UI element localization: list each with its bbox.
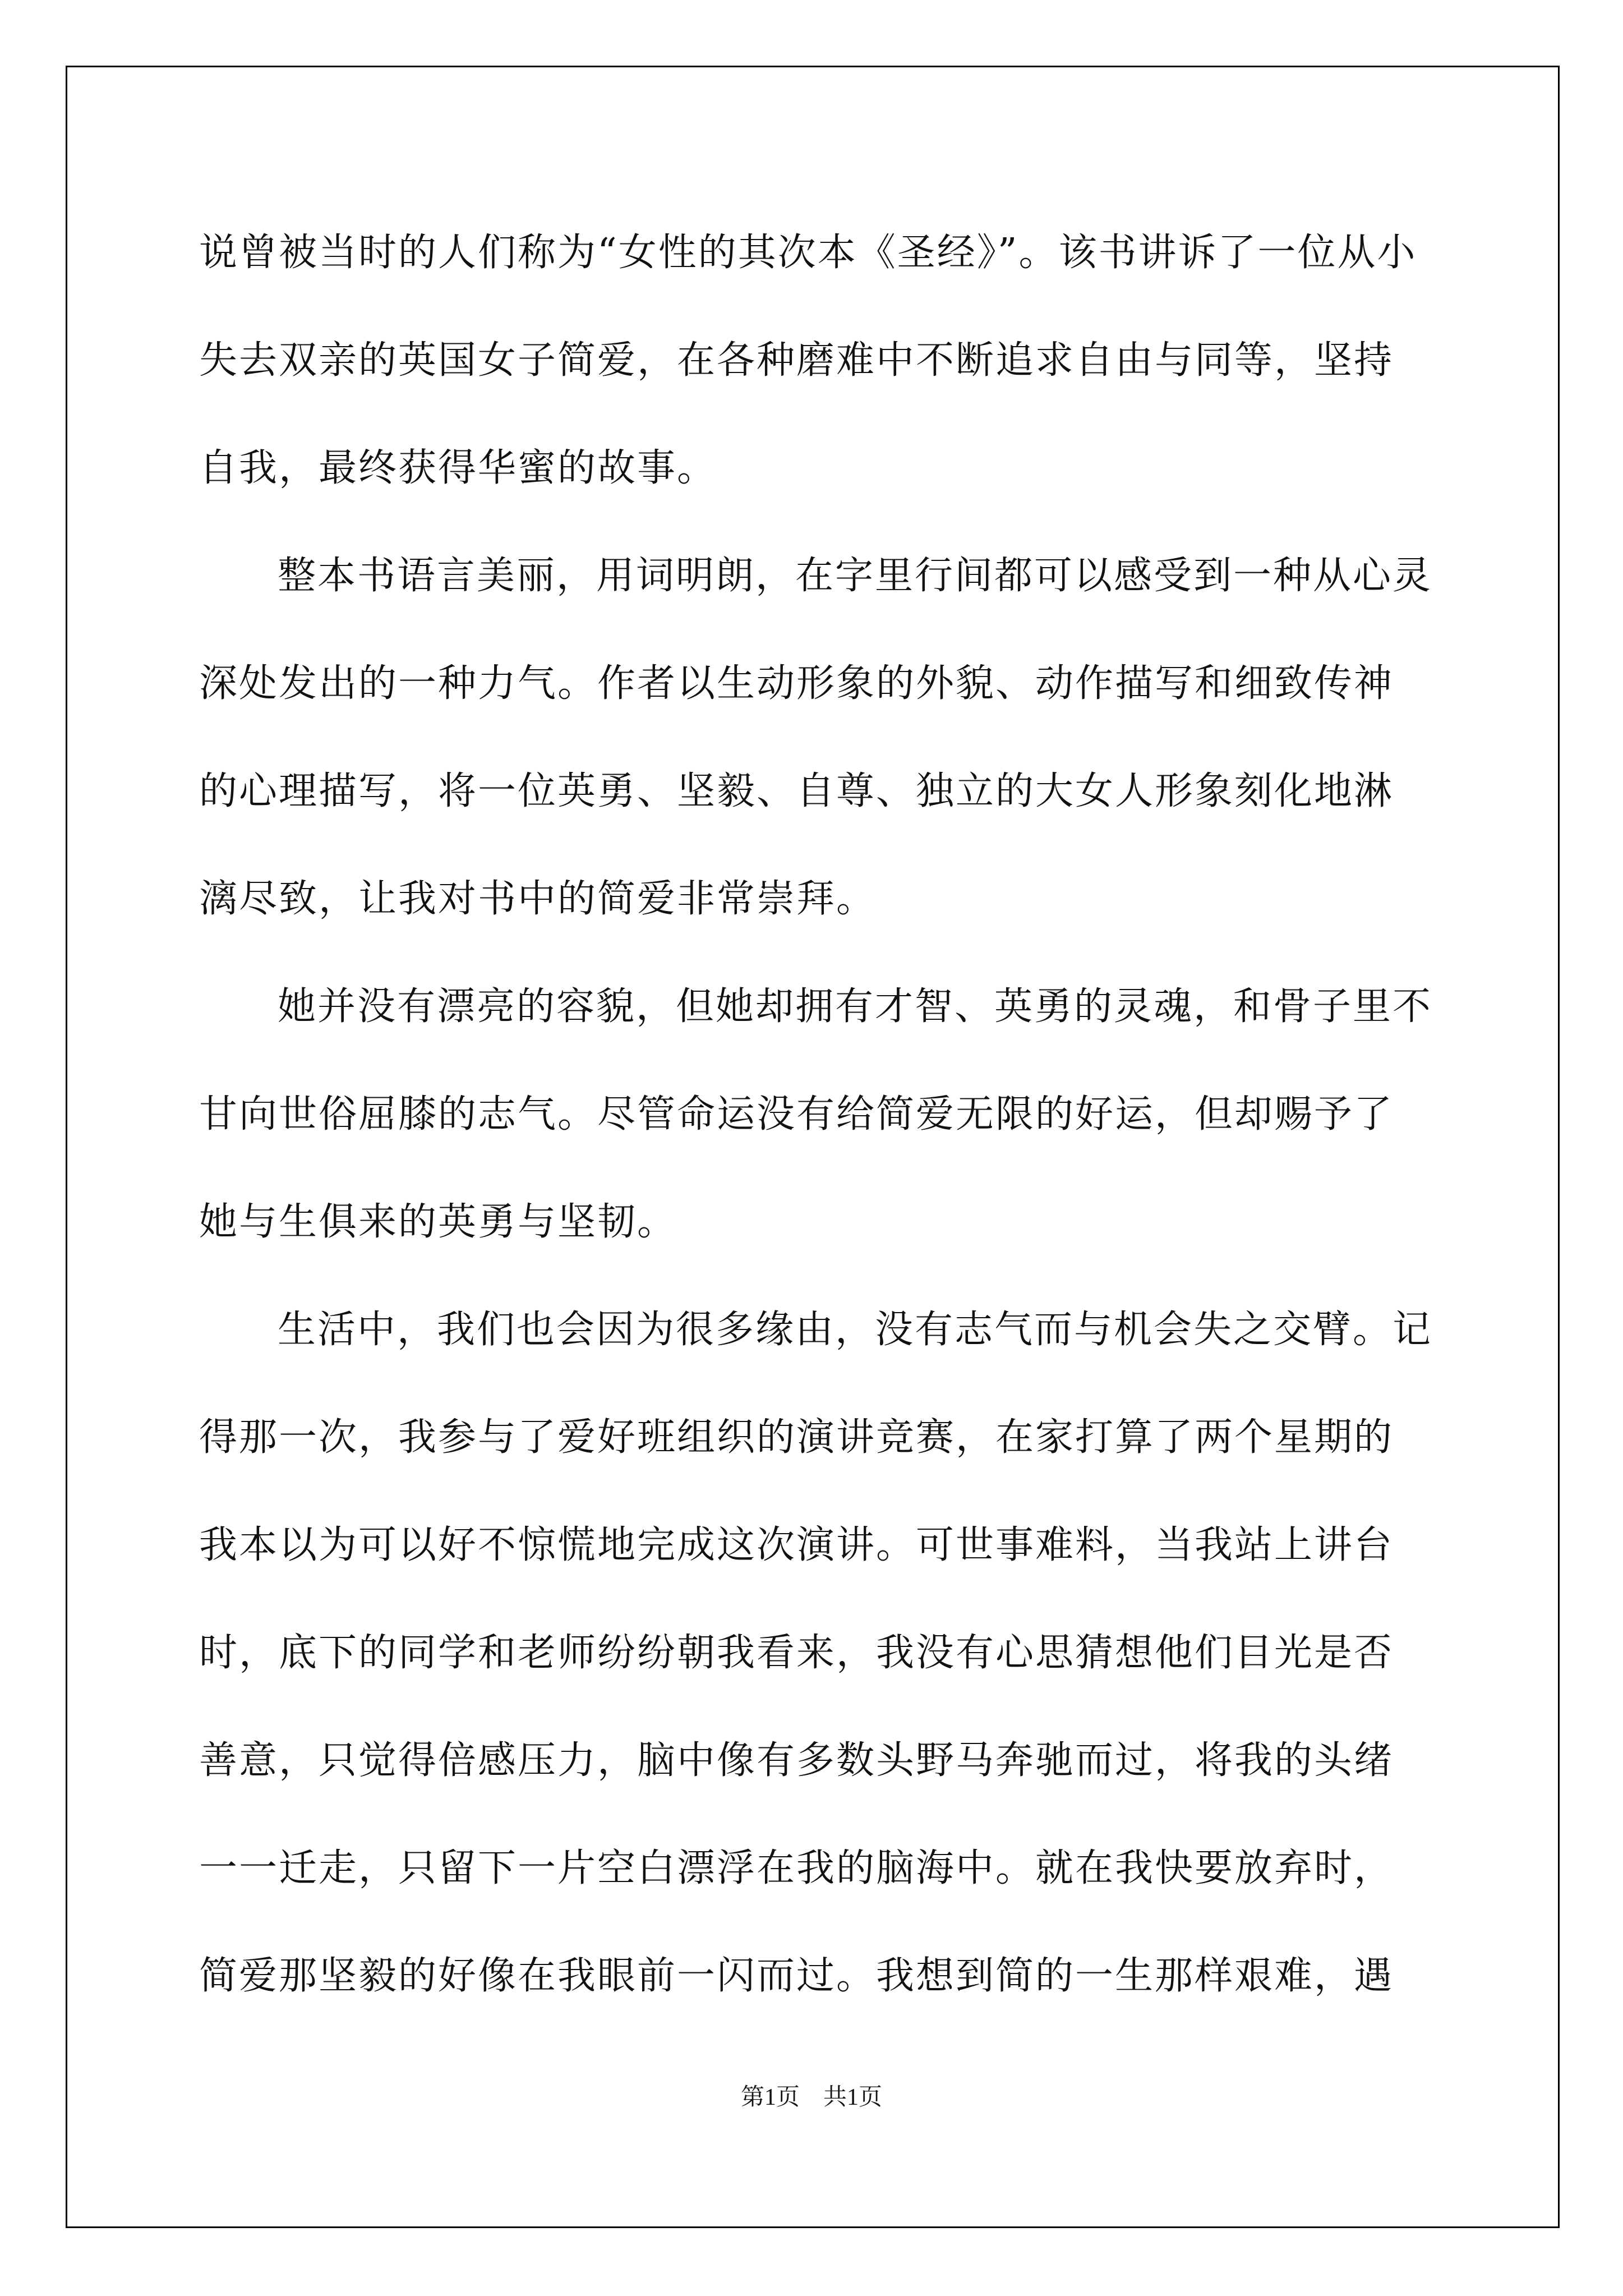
page-footer: 第1页 共1页: [740, 2085, 882, 2110]
document-body: [199, 199, 1433, 2030]
paragraph-4: 生活中，我们也会因为很多缘由，没有志气而与机会失之交臂。记得那一次，我参与了爱好班组织的演讲竞赛，在家打算了两个星期的我本以为可以好不惊慌地完成这次演讲。可世事难料，当我站上讲台时，底下的同学和老师纷纷朝我看来，我没有心思猜想他们目光是否善意，只觉得倍感压力，脑中像有多数头野马奔驰而过，将我的头绪一一迁走，只留下一片空白漂浮在我的脑海中。就在我快要放弃时，简爱那坚毅的好像在我眼前一闪而过。我想到简的一生那样艰难，遇: [199, 1308, 1433, 1998]
paragraph-1: 说曾被当时的人们称为“女性的其次本《圣经》”。该书讲诉了一位从小失去双亲的英国女子简爱，在各种磨难中不断追求自由与同等，坚持自我，最终获得华蜜的故事。: [199, 231, 1417, 490]
paragraph-2: 整本书语言美丽，用词明朗，在字里行间都可以感受到一种从心灵深处发出的一种力气。作者以生动形象的外貌、动作描写和细致传神的心理描写，将一位英勇、坚毅、自尊、独立的大女人形象刻化地淋漓尽致，让我对书中的简爱非常崇拜。: [199, 554, 1433, 921]
paragraph-3: 她并没有漂亮的容貌，但她却拥有才智、英勇的灵魂，和骨子里不甘向世俗屈膝的志气。尽管命运没有给简爱无限的好运，但却赐予了她与生俱来的英勇与坚韧。: [199, 984, 1433, 1244]
